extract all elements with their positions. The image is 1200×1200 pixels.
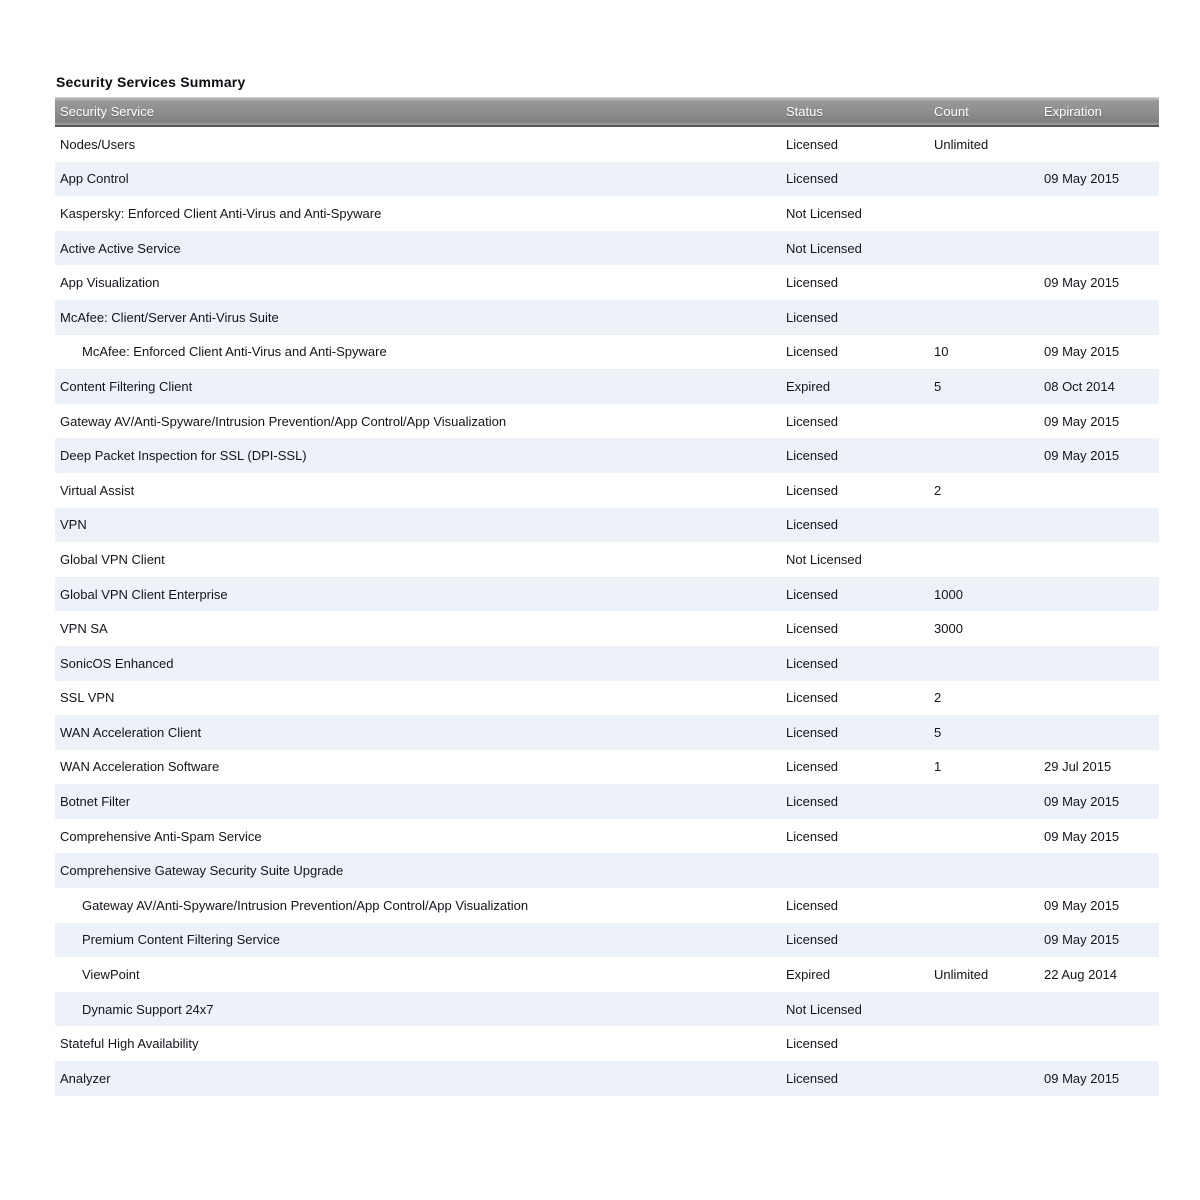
status-cell: Licensed — [786, 621, 839, 637]
service-name-cell: WAN Acceleration Client — [60, 724, 202, 740]
expiration-cell: 09 May 2015 — [1044, 275, 1120, 291]
table-row — [55, 611, 1159, 646]
status-cell: Licensed — [786, 517, 839, 533]
service-name-cell: Deep Packet Inspection for SSL (DPI-SSL) — [60, 448, 307, 464]
status-cell: Licensed — [786, 759, 839, 775]
status-cell: Licensed — [786, 897, 839, 913]
service-name-cell: Comprehensive Anti-Spam Service — [60, 828, 262, 844]
service-name-cell: SSL VPN — [60, 690, 115, 706]
service-name-cell: Dynamic Support 24x7 — [82, 1001, 214, 1017]
status-cell: Licensed — [786, 1070, 839, 1086]
table-row — [55, 646, 1159, 681]
service-name-cell: Stateful High Availability — [60, 1036, 199, 1052]
service-name-cell: Premium Content Filtering Service — [82, 932, 280, 948]
count-cell: Unlimited — [934, 967, 989, 983]
count-cell: Unlimited — [934, 136, 989, 152]
expiration-cell: 09 May 2015 — [1044, 794, 1120, 810]
status-cell: Licensed — [786, 586, 839, 602]
table-row — [55, 162, 1159, 197]
service-name-cell: Botnet Filter — [60, 794, 131, 810]
table-header-row — [55, 97, 1159, 127]
table-row — [55, 750, 1159, 785]
page-title: Security Services Summary — [56, 74, 246, 90]
status-cell: Licensed — [786, 448, 839, 464]
table-row — [55, 681, 1159, 716]
count-cell: 2 — [934, 482, 942, 498]
table-row — [55, 196, 1159, 231]
table-row — [55, 508, 1159, 543]
table-row — [55, 404, 1159, 439]
service-name-cell: Analyzer — [60, 1070, 111, 1086]
table-row — [55, 1061, 1159, 1096]
column-header-expiration: Expiration — [1044, 104, 1102, 119]
status-cell: Licensed — [786, 275, 839, 291]
status-cell: Not Licensed — [786, 551, 862, 567]
service-name-cell: Kaspersky: Enforced Client Anti-Virus and Anti-Spyware — [60, 205, 382, 221]
count-cell: 1000 — [934, 586, 963, 602]
column-header-count: Count — [934, 104, 969, 119]
service-name-cell: WAN Acceleration Software — [60, 759, 220, 775]
status-cell: Licensed — [786, 690, 839, 706]
service-name-cell: Gateway AV/Anti-Spyware/Intrusion Prevention/App Control/App Visualization — [82, 897, 529, 913]
service-name-cell: Nodes/Users — [60, 136, 136, 152]
count-cell: 10 — [934, 344, 949, 360]
column-header-security-service: Security Service — [60, 104, 154, 119]
expiration-cell: 09 May 2015 — [1044, 1070, 1120, 1086]
column-header-status: Status — [786, 104, 823, 119]
count-cell: 5 — [934, 724, 942, 740]
table-row — [55, 335, 1159, 370]
table-row — [55, 542, 1159, 577]
status-cell: Licensed — [786, 655, 839, 671]
status-cell: Expired — [786, 967, 831, 983]
status-cell: Not Licensed — [786, 240, 862, 256]
status-cell: Not Licensed — [786, 1001, 862, 1017]
service-name-cell: Comprehensive Gateway Security Suite Upgrade — [60, 863, 344, 879]
status-cell: Licensed — [786, 482, 839, 498]
service-name-cell: Gateway AV/Anti-Spyware/Intrusion Prevention/App Control/App Visualization — [60, 413, 507, 429]
expiration-cell: 22 Aug 2014 — [1044, 967, 1118, 983]
status-cell: Expired — [786, 378, 831, 394]
security-services-table — [55, 97, 1159, 1096]
service-name-cell: SonicOS Enhanced — [60, 655, 174, 671]
table-row — [55, 992, 1159, 1027]
service-name-cell: ViewPoint — [82, 967, 140, 983]
count-cell: 2 — [934, 690, 942, 706]
security-services-summary-section — [55, 74, 1159, 1096]
table-row — [55, 888, 1159, 923]
status-cell: Licensed — [786, 828, 839, 844]
table-row — [55, 784, 1159, 819]
status-cell: Licensed — [786, 344, 839, 360]
status-cell: Licensed — [786, 1036, 839, 1052]
expiration-cell: 09 May 2015 — [1044, 448, 1120, 464]
table-row — [55, 300, 1159, 335]
table-row — [55, 369, 1159, 404]
service-name-cell: McAfee: Enforced Client Anti-Virus and Anti-Spyware — [82, 344, 387, 360]
expiration-cell: 09 May 2015 — [1044, 344, 1120, 360]
expiration-cell: 09 May 2015 — [1044, 932, 1120, 948]
table-row — [55, 438, 1159, 473]
table-row — [55, 473, 1159, 508]
table-row — [55, 231, 1159, 266]
expiration-cell: 08 Oct 2014 — [1044, 378, 1115, 394]
status-cell: Licensed — [786, 309, 839, 325]
table-row — [55, 715, 1159, 750]
service-name-cell: Content Filtering Client — [60, 378, 193, 394]
service-name-cell: VPN — [60, 517, 87, 533]
table-row — [55, 265, 1159, 300]
table-row — [55, 853, 1159, 888]
table-row — [55, 923, 1159, 958]
service-name-cell: Virtual Assist — [60, 482, 135, 498]
status-cell: Licensed — [786, 794, 839, 810]
service-name-cell: VPN SA — [60, 621, 108, 637]
status-cell: Licensed — [786, 724, 839, 740]
table-row — [55, 957, 1159, 992]
status-cell: Licensed — [786, 932, 839, 948]
status-cell: Licensed — [786, 136, 839, 152]
expiration-cell: 09 May 2015 — [1044, 171, 1120, 187]
status-cell: Licensed — [786, 171, 839, 187]
count-cell: 5 — [934, 378, 942, 394]
table-row — [55, 1026, 1159, 1061]
table-row — [55, 819, 1159, 854]
expiration-cell: 09 May 2015 — [1044, 413, 1120, 429]
service-name-cell: Global VPN Client Enterprise — [60, 586, 228, 602]
service-name-cell: App Control — [60, 171, 129, 187]
expiration-cell: 29 Jul 2015 — [1044, 759, 1112, 775]
expiration-cell: 09 May 2015 — [1044, 897, 1120, 913]
status-cell: Licensed — [786, 413, 839, 429]
service-name-cell: Active Active Service — [60, 240, 181, 256]
table-body — [55, 127, 1159, 1096]
service-name-cell: Global VPN Client — [60, 551, 165, 567]
table-row — [55, 577, 1159, 612]
service-name-cell: App Visualization — [60, 275, 160, 291]
table-row — [55, 127, 1159, 162]
status-cell: Not Licensed — [786, 205, 862, 221]
count-cell: 1 — [934, 759, 942, 775]
service-name-cell: McAfee: Client/Server Anti-Virus Suite — [60, 309, 279, 325]
count-cell: 3000 — [934, 621, 963, 637]
expiration-cell: 09 May 2015 — [1044, 828, 1120, 844]
